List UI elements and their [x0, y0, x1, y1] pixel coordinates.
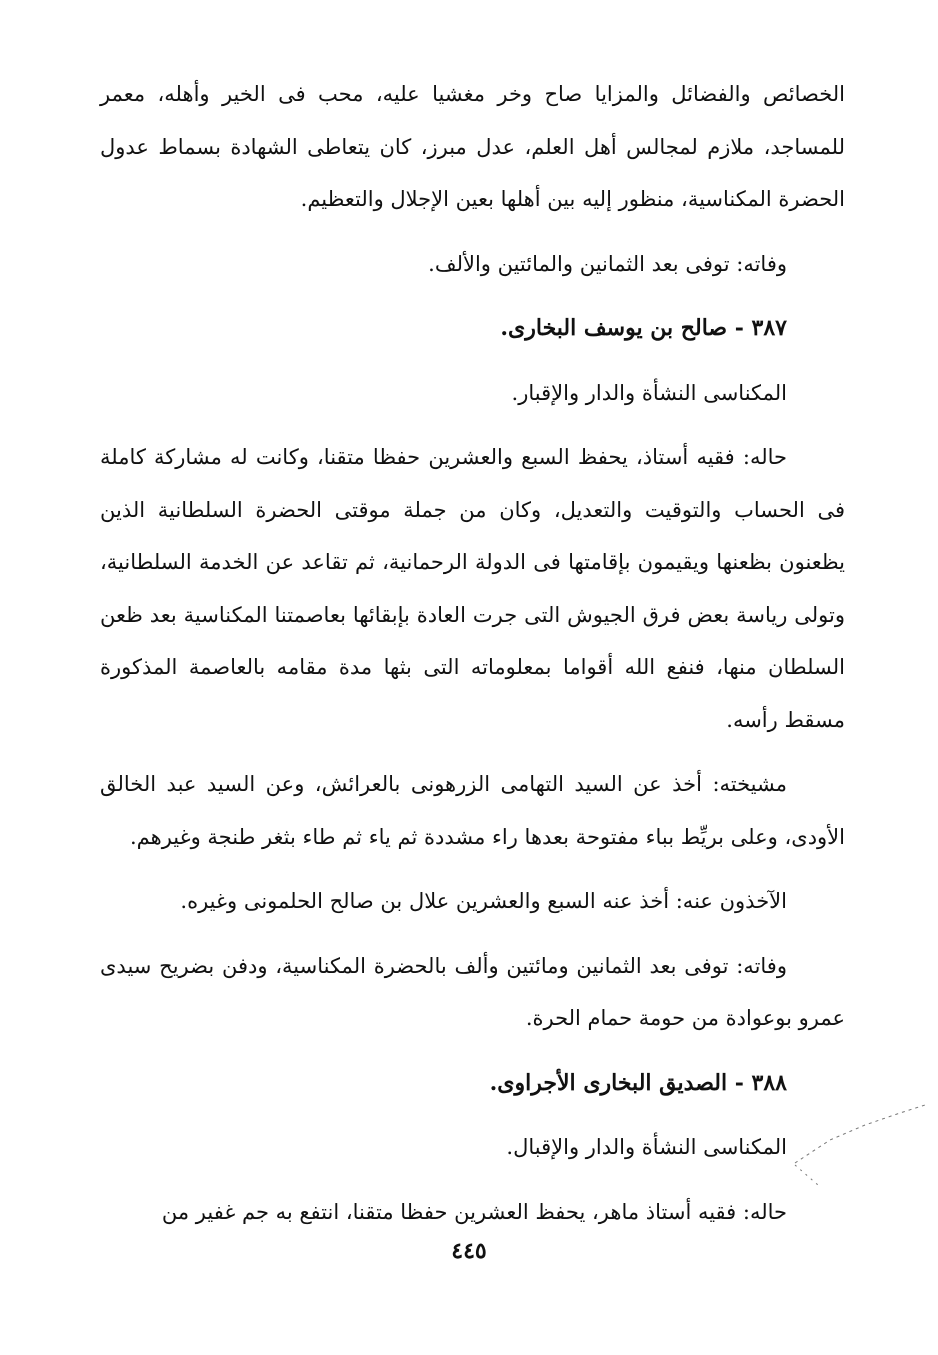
- paragraph: الخصائص والفضائل والمزايا صاح وخر مغشيا عليه، محب فى الخير وأهله، معمر للمساجد، ملازم لمجالس أهل العلم، عدل مبرز، كان يتعاطى الشهادة بسماط عدول الحضرة المكناسية، منظور إليه بين أهلها بعين الإجلال والتعظيم.: [100, 82, 845, 211]
- page-body-text: [100, 68, 845, 1250]
- paragraph: مشيخته: أخذ عن السيد التهامى الزرهونى بالعرائش، وعن السيد عبد الخالق الأودى، وعلى بريِّط بباء مفتوحة بعدها راء مشددة ثم ياء ثم طاء بثغر طنجة وغيرهم.: [100, 772, 845, 849]
- paragraph: وفاته: توفى بعد الثمانين والمائتين والألف.: [428, 251, 787, 276]
- paragraph: حاله: فقيه أستاذ ماهر، يحفظ العشرين حفظا متقنا، انتفع به جم غفير من: [161, 1199, 787, 1224]
- paragraph: وفاته: توفى بعد الثمانين ومائتين وألف بالحضرة المكناسية، ودفن بضريح سيدى عمرو بوعوادة من حومة حمام الحرة.: [100, 953, 845, 1030]
- scan-artifact-line: [790, 1085, 930, 1195]
- paragraph: حاله: فقيه أستاذ، يحفظ السبع والعشرين حفظا متقنا، وكانت له مشاركة كاملة فى الحساب والتوقيت والتعديل، وكان من جملة موقتى الحضرة السلطانية الذين يظعنون بظعنها ويقيمون بإقامتها فى الدولة الرحمانية، ثم تقاعد عن الخدمة السلطانية، وتولى رياسة بعض فرق الجيوش التى جرت العادة بإبقائها بعاصمتنا المكناسية بعد ظعن السلطان منها، فنفع الله أقواما بمعلوماته التى بثها مدة مقامه بالعاصمة المذكورة مسقط رأسه.: [100, 445, 845, 732]
- entry-heading: ٣٨٨ - الصديق البخارى الأجراوى.: [489, 1069, 787, 1096]
- paragraph: الآخذون عنه: أخذ عنه السبع والعشرين علال بن صالح الحلمونى وغيره.: [180, 889, 787, 913]
- paragraph: المكناسى النشأة والدار والإقبال.: [506, 1135, 787, 1159]
- paragraph: المكناسى النشأة والدار والإقبار.: [511, 380, 787, 405]
- page-number: ٤٤٥: [451, 1238, 487, 1264]
- entry-heading: ٣٨٧ - صالح بن يوسف البخارى.: [500, 315, 787, 341]
